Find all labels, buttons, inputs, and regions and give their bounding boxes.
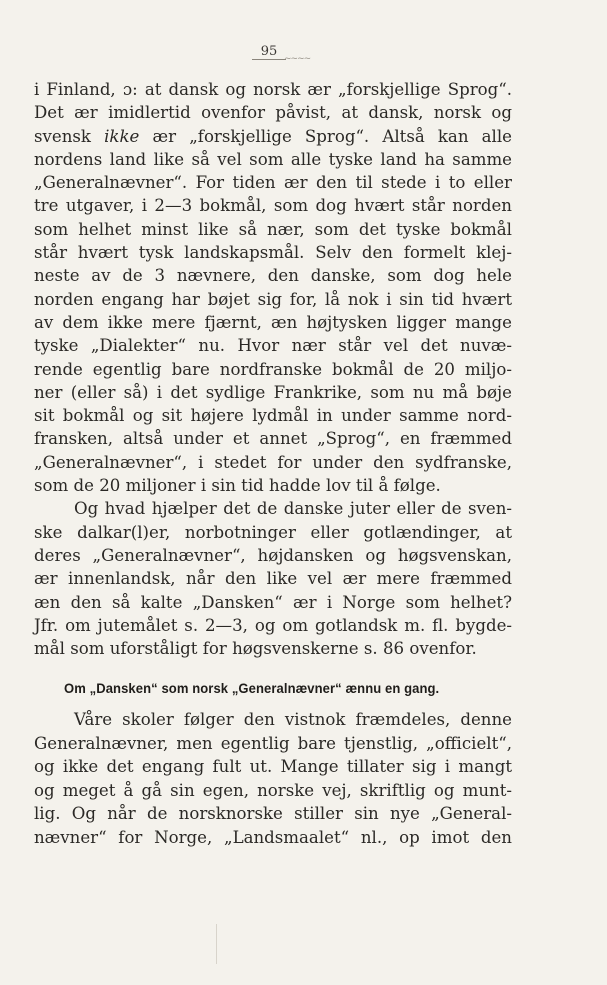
text-line: ær innenlandsk, når den like vel ær mere fræmmed [34,569,512,589]
text-line: Det ær imidlertid ovenfor påvist, at dansk, norsk og [34,103,512,123]
page-fold-mark [216,924,219,964]
text-line: av dem ikke mere fjærnt, æn højtysken ligger mange [34,312,512,332]
text-line: æn den så kalte „Dansken“ ær i Norge som helhet? [34,592,512,612]
text-line: lig. Og når de norsknorske stiller sin nye „General- [34,804,512,823]
text-line: i Finland, ɔ: at dansk og norsk ær „forskjellige Sprog“. [34,80,512,99]
text-line: tre utgaver, i 2—3 bokmål, som dog hvært står norden [34,196,512,216]
text-line: og ikke det engang fult ut. Mange tillater sig i mangt [34,757,512,776]
text-line: fransken, altså under et annet „Sprog“, en fræmmed [34,429,512,449]
body-text-block-2 [34,708,512,849]
text-line: som helhet minst like så nær, som det tyske bokmål [34,219,512,239]
text-line: „Generalnævner“, i stedet for under den sydfranske, [34,452,512,472]
body-text-block-1 [34,78,512,660]
text-fragment: svensk [34,126,105,146]
text-line: ner (eller så) i det sydlige Frankrike, som nu må bøje [34,382,512,402]
text-line: tyske „Dialekter“ nu. Hvor nær står vel det nuvæ- [34,336,512,356]
text-line: Og hvad hjælper det de danske juter eller de sven- [74,499,512,519]
text-line: Jfr. om jutemålet s. 2—3, og om gotlandsk m. fl. bygde- [34,615,512,635]
text-fragment: ær „forskjellige Sprog“. Altså kan alle [139,126,512,146]
text-line: norden engang har bøjet sig for, lå nok i sin tid hvært [34,289,512,309]
italic-word: ikke [104,126,140,146]
page-number-decoration: ~~~~ [284,54,311,64]
text-line: og meget å gå sin egen, norske vej, skriftlig og munt- [34,780,512,800]
text-line: som de 20 miljoner i sin tid hadde lov til å følge. [34,476,441,496]
text-line: ske dalkar(l)er, norbotninger eller gotlændinger, at [34,522,512,542]
text-line: rende egentlig bare nordfranske bokmål de 20 miljo- [34,359,512,379]
page-number: 95 [252,44,286,60]
text-line: står hvært tysk landskapsmål. Selv den formelt klej- [34,243,512,263]
text-line: „Generalnævner“. For tiden ær den til stede i to eller [34,173,512,193]
text-line: nævner“ for Norge, „Landsmaalet“ nl., op imot den [34,827,512,847]
text-line: nordens land like så vel som alle tyske land ha samme [34,149,512,169]
text-line-with-italic [34,125,512,148]
text-line: mål som uforståligt for høgsvenskerne s. 86 ovenfor. [34,639,477,659]
text-line: deres „Generalnævner“, højdansken og høgsvenskan, [34,545,512,565]
text-line: Generalnævner, men egentlig bare tjenstlig, „officielt“, [34,733,512,753]
section-heading: Om „Dansken“ som norsk „Generalnævner“ ænnu en gang. [64,680,440,696]
text-line: Våre skoler følger den vistnok fræmdeles, denne [74,710,512,729]
text-line: sit bokmål og sit højere lydmål in under samme nord- [34,406,512,426]
text-line: neste av de 3 nævnere, den danske, som dog hele [34,266,512,286]
